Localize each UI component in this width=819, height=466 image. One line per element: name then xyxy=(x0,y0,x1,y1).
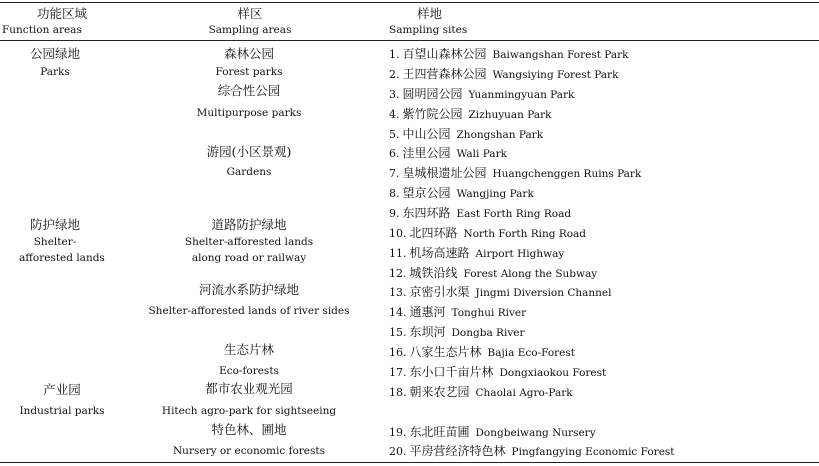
area-gardens-zh: 游园(小区景观) xyxy=(206,144,292,159)
site-name-en: Zhongshan Park xyxy=(456,129,544,141)
function-industrial-zh: 产业园 xyxy=(43,382,81,397)
area-gardens-en: Gardens xyxy=(226,166,272,178)
site-name-en: Wangsiying Forest Park xyxy=(492,69,619,81)
function-parks-zh: 公园绿地 xyxy=(29,46,81,61)
site-row xyxy=(389,303,526,321)
header-sites-en: Sampling sites xyxy=(389,24,468,36)
area-forest-parks-zh: 森林公园 xyxy=(223,46,275,61)
site-name-en: Wangjing Park xyxy=(456,188,534,200)
area-eco-zh: 生态片林 xyxy=(223,342,275,357)
header-function-zh: 功能区域 xyxy=(37,6,88,21)
area-nursery-zh: 特色林、圃地 xyxy=(211,422,287,437)
site-name-en: North Forth Ring Road xyxy=(463,228,587,240)
site-number: 14. xyxy=(389,306,407,319)
site-row xyxy=(389,442,675,460)
site-number: 13. xyxy=(389,286,407,299)
site-name-en: Huangchenggen Ruins Park xyxy=(492,168,642,180)
site-number: 9. xyxy=(389,207,400,220)
site-row xyxy=(389,105,552,123)
site-row xyxy=(389,125,543,143)
site-row xyxy=(389,343,575,361)
site-name-en: Tonghui River xyxy=(451,307,527,319)
site-row xyxy=(389,264,597,282)
area-river-en: Shelter-afforested lands of river sides xyxy=(148,305,350,317)
site-number: 6. xyxy=(389,147,400,160)
site-number: 17. xyxy=(389,366,407,379)
site-name-en: Dongbeiwang Nursery xyxy=(475,427,596,439)
function-shelter-zh: 防护绿地 xyxy=(29,217,81,232)
area-multipurpose-zh: 综合性公园 xyxy=(217,83,281,98)
site-row xyxy=(389,65,618,83)
site-name-zh: 望京公园 xyxy=(402,186,451,200)
site-name-zh: 紫竹院公园 xyxy=(402,107,463,121)
site-name-zh: 洼里公园 xyxy=(402,146,451,160)
site-row xyxy=(389,224,586,242)
area-eco-en: Eco-forests xyxy=(219,365,279,377)
header-rule xyxy=(0,40,819,41)
header-sites-zh: 样地 xyxy=(417,6,443,21)
site-number: 10. xyxy=(389,227,407,240)
area-road-en1: Shelter-afforested lands xyxy=(184,236,314,248)
top-rule xyxy=(0,2,819,3)
site-row xyxy=(389,164,641,182)
site-name-zh: 中山公园 xyxy=(402,127,451,141)
site-name-zh: 东四环路 xyxy=(402,206,451,220)
site-row xyxy=(389,423,596,441)
site-row xyxy=(389,363,606,381)
site-row xyxy=(389,85,574,103)
site-name-zh: 通惠河 xyxy=(409,305,446,319)
site-number: 20. xyxy=(389,445,407,458)
site-name-zh: 北四环路 xyxy=(409,226,458,240)
function-shelter-en1: Shelter- xyxy=(33,236,77,248)
header-function-en: Function areas xyxy=(2,24,82,36)
site-name-zh: 城铁沿线 xyxy=(409,266,458,280)
site-name-en: Airport Highway xyxy=(475,248,565,260)
area-road-en2: along road or railway xyxy=(191,252,307,264)
site-number: 11. xyxy=(389,247,407,260)
site-number: 15. xyxy=(389,326,407,339)
area-road-zh: 道路防护绿地 xyxy=(211,217,287,232)
site-name-en: Baiwangshan Forest Park xyxy=(492,49,629,61)
area-multipurpose-en: Multipurpose parks xyxy=(196,107,302,119)
site-number: 4. xyxy=(389,108,400,121)
site-row xyxy=(389,244,564,262)
site-name-zh: 京密引水渠 xyxy=(409,285,470,299)
site-name-en: East Forth Ring Road xyxy=(456,208,572,220)
function-shelter-en2: afforested lands xyxy=(19,252,105,264)
area-agro-en: Hitech agro-park for sightseeing xyxy=(161,405,337,417)
site-name-en: Zizhuyuan Park xyxy=(468,109,552,121)
site-name-en: Chaolai Agro-Park xyxy=(475,387,573,399)
site-name-en: Dongxiaokou Forest xyxy=(499,367,607,379)
site-name-zh: 机场高速路 xyxy=(409,246,470,260)
site-number: 19. xyxy=(389,426,407,439)
site-name-zh: 百望山森林公园 xyxy=(402,47,487,61)
site-row xyxy=(389,323,525,341)
site-name-en: Bajia Eco-Forest xyxy=(487,347,575,359)
site-name-zh: 东小口千亩片林 xyxy=(409,365,494,379)
site-name-en: Yuanmingyuan Park xyxy=(468,89,575,101)
area-agro-zh: 都市农业观光园 xyxy=(205,381,293,396)
site-row xyxy=(389,45,629,63)
site-number: 5. xyxy=(389,128,400,141)
site-name-zh: 朝来农艺园 xyxy=(409,385,470,399)
site-row xyxy=(389,204,571,222)
header-areas-zh: 样区 xyxy=(237,6,263,21)
site-row xyxy=(389,184,534,202)
site-number: 1. xyxy=(389,48,400,61)
area-nursery-en: Nursery or economic forests xyxy=(172,445,326,457)
bottom-rule xyxy=(0,462,819,463)
site-name-zh: 圆明园公园 xyxy=(402,87,463,101)
site-name-zh: 东坝河 xyxy=(409,325,446,339)
site-number: 7. xyxy=(389,167,400,180)
site-number: 8. xyxy=(389,187,400,200)
site-row xyxy=(389,383,573,401)
header-areas-en: Sampling areas xyxy=(208,24,292,36)
site-number: 12. xyxy=(389,267,407,280)
site-row xyxy=(389,283,611,301)
site-number: 16. xyxy=(389,346,407,359)
site-name-en: Pingfangying Economic Forest xyxy=(511,446,675,458)
site-name-en: Forest Along the Subway xyxy=(463,268,598,280)
area-forest-parks-en: Forest parks xyxy=(215,66,283,78)
site-name-zh: 皇城根遗址公园 xyxy=(402,166,487,180)
site-name-zh: 平房营经济特色林 xyxy=(409,444,506,458)
function-parks-en: Parks xyxy=(40,66,70,78)
site-name-zh: 王四营森林公园 xyxy=(402,67,487,81)
site-name-zh: 东北旺苗圃 xyxy=(409,425,470,439)
area-river-zh: 河流水系防护绿地 xyxy=(198,282,300,297)
site-name-en: Jingmi Diversion Channel xyxy=(475,287,612,299)
site-name-en: Wali Park xyxy=(456,148,507,160)
site-name-zh: 八家生态片林 xyxy=(409,345,482,359)
site-number: 3. xyxy=(389,88,400,101)
site-number: 2. xyxy=(389,68,400,81)
site-number: 18. xyxy=(389,386,407,399)
function-industrial-en: Industrial parks xyxy=(19,405,105,417)
site-row xyxy=(389,144,507,162)
site-name-en: Dongba River xyxy=(451,327,525,339)
